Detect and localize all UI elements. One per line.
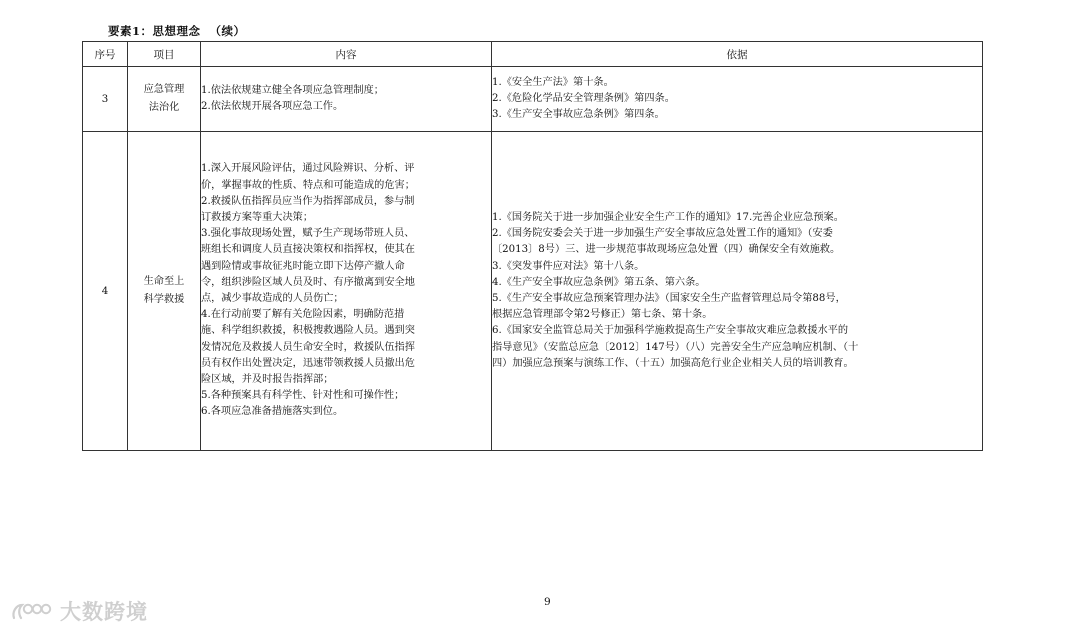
- basis-line: 3.《突发事件应对法》第十八条。: [492, 260, 645, 272]
- content-line: 员有权作出处置决定，迅速带领救援人员撤出危: [201, 357, 415, 369]
- basis-line: 5.《生产安全事故应急预案管理办法》（国家安全生产监督管理总局令第88号，: [492, 293, 846, 304]
- row-item: [128, 132, 201, 451]
- content-line: 订救援方案等重大决策；: [201, 211, 314, 223]
- header-item: 项目: [128, 42, 201, 67]
- content-line: 点，减少事故造成的人员伤亡；: [201, 293, 344, 304]
- basis-line: 四）加强应急预案与演练工作、（十五）加强高危行业企业相关人员的培训教育。: [492, 357, 854, 369]
- content-line: 令，组织涉险区域人员及时、有序撤离到安全地: [201, 276, 415, 288]
- header-content: 内容: [201, 42, 492, 67]
- row-item: [128, 67, 201, 132]
- row-number: 3: [83, 67, 128, 132]
- basis-line: 1.《国务院关于进一步加强企业安全生产工作的通知》17.完善企业应急预案。: [492, 211, 844, 223]
- table-row: [83, 132, 983, 451]
- basis-line: 指导意见》（安监总应急〔2012〕147号）（八）完善安全生产应急响应机制、（十: [492, 341, 859, 353]
- table-header-row: [83, 42, 983, 67]
- brand-logo-icon: [10, 600, 56, 622]
- content-line: 2.救援队伍指挥员应当作为指挥部成员，参与制: [201, 195, 415, 207]
- content-line: 价，掌握事故的性质、特点和可能造成的危害；: [201, 179, 415, 191]
- content-line: 4.在行动前要了解有关危险因素，明确防范措: [201, 309, 405, 321]
- basis-line: 2.《危险化学品安全管理条例》第四条。: [492, 92, 675, 104]
- watermark-text: 大数跨境: [60, 600, 148, 624]
- row-basis: [492, 132, 983, 451]
- content-line: 3.强化事故现场处置，赋予生产现场带班人员、: [201, 228, 415, 240]
- row-basis: [492, 67, 983, 132]
- content-line: 6.各项应急准备措施落实到位。: [201, 406, 344, 418]
- basis-line: 1.《安全生产法》第十条。: [492, 76, 614, 88]
- basis-line: 〔2013〕8号）三、进一步规范事故现场应急处置（四）确保安全有效施救。: [492, 244, 841, 256]
- row-content: [201, 132, 492, 451]
- basis-line: 2.《国务院安委会关于进一步加强生产安全事故应急处置工作的通知》（安委: [492, 228, 833, 240]
- item-line: 应急管理: [143, 84, 185, 95]
- section-title: 要素1：思想理念 （续）: [108, 24, 246, 38]
- basis-line: 3.《生产安全事故应急条例》第四条。: [492, 109, 665, 121]
- header-no: 序号: [83, 42, 128, 67]
- row-content: [201, 67, 492, 132]
- content-line: 2.依法依规开展各项应急工作。: [201, 101, 344, 112]
- content-line: 1.深入开展风险评估，通过风险辨识、分析、评: [201, 163, 415, 175]
- content-line: 施、科学组织救援，积极搜救遇险人员。遇到突: [201, 325, 415, 337]
- content-line: 险区域，并及时报告指挥部；: [201, 374, 334, 386]
- content-line: 1.依法依规建立健全各项应急管理制度；: [201, 84, 384, 96]
- content-line: 5.各种预案具有科学性、针对性和可操作性；: [201, 390, 405, 402]
- item-line: 生命至上: [143, 276, 185, 287]
- content-line: 发情况危及救援人员生命安全时，救援队伍指挥: [201, 341, 415, 353]
- content-line: 遇到险情或事故征兆时能立即下达停产撤人命: [201, 260, 405, 272]
- item-line: 科学救援: [143, 294, 185, 305]
- requirements-table: [82, 41, 983, 451]
- basis-line: 根据应急管理部令第2号修正）第七条、第十条。: [492, 309, 713, 321]
- basis-line: 6.《国家安全监管总局关于加强科学施救提高生产安全事故灾难应急救援水平的: [492, 325, 849, 337]
- basis-line: 4.《生产安全事故应急条例》第五条、第六条。: [492, 276, 706, 288]
- watermark: [10, 596, 148, 626]
- row-number: 4: [83, 132, 128, 451]
- page-number: 9: [544, 596, 551, 608]
- table-row: [83, 67, 983, 132]
- header-basis: 依据: [492, 42, 983, 67]
- content-line: 班组长和调度人员直接决策权和指挥权，使其在: [201, 244, 415, 256]
- item-line: 法治化: [148, 102, 180, 113]
